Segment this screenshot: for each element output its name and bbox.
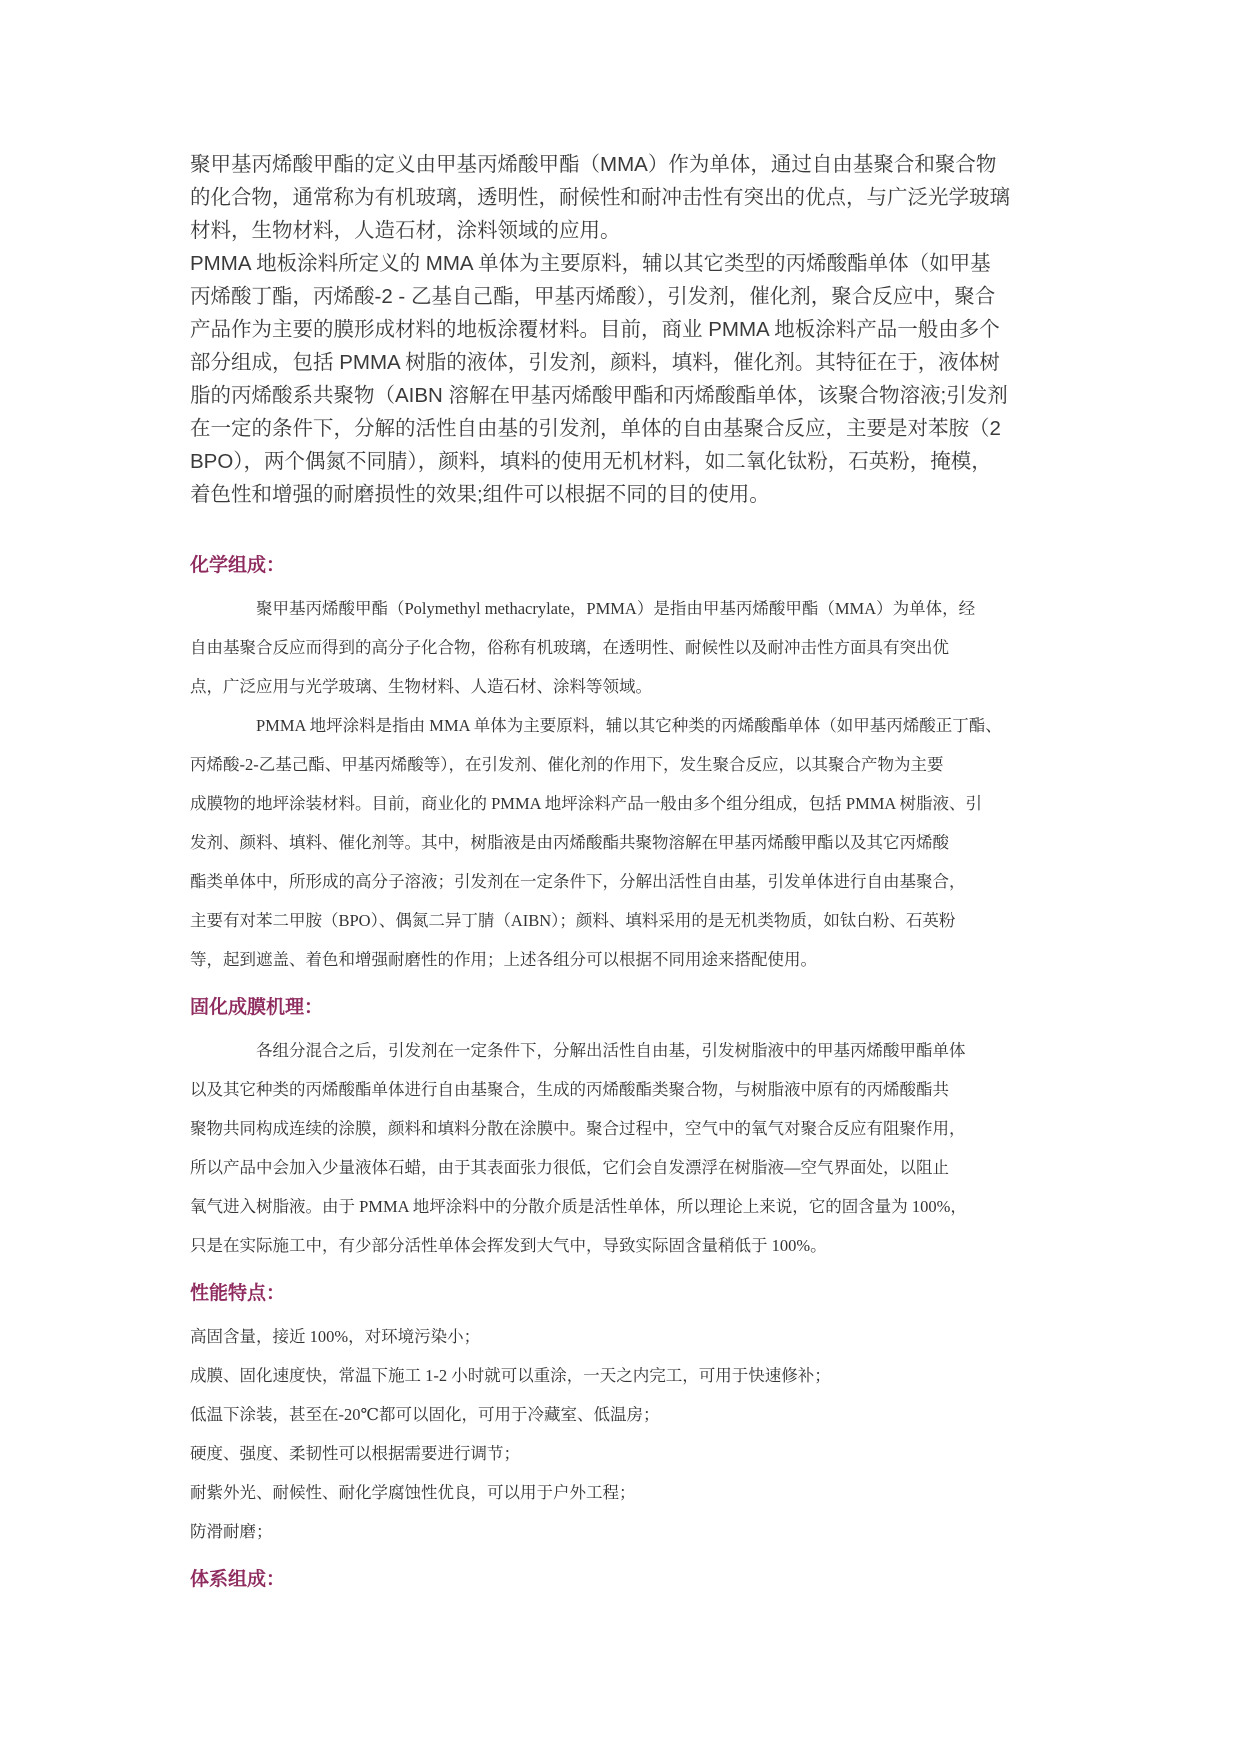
body-line: 聚甲基丙烯酸甲酯（Polymethyl methacrylate，PMMA）是指由甲基丙烯酸甲酯（MMA）为单体，经 (256, 599, 976, 618)
intro-line: 聚甲基丙烯酸甲酯的定义由甲基丙烯酸甲酯（MMA）作为单体，通过自由基聚合和聚合物 (190, 153, 997, 176)
body-line: 成膜物的地坪涂装材料。目前，商业化的 PMMA 地坪涂料产品一般由多个组分组成，包括 PMMA 树脂液、引 (190, 794, 983, 813)
body-line: 氧气进入树脂液。由于 PMMA 地坪涂料中的分散介质是活性单体，所以理论上来说，它的固含量为 100%， (190, 1197, 967, 1216)
intro-line: 产品作为主要的膜形成材料的地板涂覆材料。目前，商业 PMMA 地板涂料产品一般由多个 (190, 318, 1000, 341)
section-heading: 固化成膜机理： (190, 997, 324, 1018)
section-performance-features (190, 1279, 1058, 1551)
body-line: 等，起到遮盖、着色和增强耐磨性的作用；上述各组分可以根据不同用途来搭配使用。 (190, 950, 817, 969)
body-line: 聚物共同构成连续的涂膜，颜料和填料分散在涂膜中。聚合过程中，空气中的氧气对聚合反应有阻聚作用， (190, 1119, 966, 1138)
feature-item: 成膜、固化速度快，常温下施工 1-2 小时就可以重涂，一天之内完工，可用于快速修补； (190, 1366, 831, 1385)
intro-line: 脂的丙烯酸系共聚物（AIBN 溶解在甲基丙烯酸甲酯和丙烯酸酯单体，该聚合物溶液;引发剂 (190, 384, 1008, 407)
section-system-composition (190, 1565, 1058, 1595)
feature-item: 防滑耐磨； (190, 1522, 273, 1541)
section-curing-mechanism (190, 993, 1058, 1265)
intro-line: PMMA 地板涂料所定义的 MMA 单体为主要原料，辅以其它类型的丙烯酸酯单体（如甲基 (190, 252, 991, 275)
section-heading: 化学组成： (190, 555, 286, 576)
intro-line: BPO），两个偶氮不同腈），颜料，填料的使用无机材料，如二氧化钛粉，石英粉，掩模， (190, 450, 992, 473)
feature-item: 低温下涂装，甚至在-20℃都可以固化，可用于冷藏室、低温房； (190, 1405, 660, 1424)
intro-line: 着色性和增强的耐磨损性的效果;组件可以根据不同的目的使用。 (190, 483, 770, 506)
body-line: 主要有对苯二甲胺（BPO）、偶氮二异丁腈（AIBN）；颜料、填料采用的是无机类物质，如钛白粉、石英粉 (190, 911, 956, 930)
body-line: PMMA 地坪涂料是指由 MMA 单体为主要原料，辅以其它种类的丙烯酸酯单体（如甲基丙烯酸正丁酯、 (256, 716, 1002, 735)
body-line: 酯类单体中，所形成的高分子溶液；引发剂在一定条件下，分解出活性自由基，引发单体进行自由基聚合， (190, 872, 966, 891)
body-line: 以及其它种类的丙烯酸酯单体进行自由基聚合，生成的丙烯酸酯类聚合物，与树脂液中原有的丙烯酸酯共 (190, 1080, 949, 1099)
body-line: 只是在实际施工中，有少部分活性单体会挥发到大气中，导致实际固含量稍低于 100%。 (190, 1236, 827, 1255)
body-line: 丙烯酸-2-乙基己酯、甲基丙烯酸等），在引发剂、催化剂的作用下，发生聚合反应，以其聚合产物为主要 (190, 755, 944, 774)
intro-line: 在一定的条件下，分解的活性自由基的引发剂，单体的自由基聚合反应，主要是对苯胺（2 (190, 417, 1001, 440)
feature-item: 硬度、强度、柔韧性可以根据需要进行调节； (190, 1444, 520, 1463)
intro-line: 部分组成，包括 PMMA 树脂的液体，引发剂，颜料，填料，催化剂。其特征在于，液体树 (190, 351, 1000, 374)
intro-paragraph (190, 148, 1058, 511)
section-heading: 体系组成： (190, 1569, 286, 1590)
body-line: 点，广泛应用与光学玻璃、生物材料、人造石材、涂料等领域。 (190, 677, 652, 696)
document-page (190, 148, 1058, 1609)
feature-item: 高固含量，接近 100%，对环境污染小； (190, 1327, 481, 1346)
body-line: 自由基聚合反应而得到的高分子化合物，俗称有机玻璃，在透明性、耐候性以及耐冲击性方面具有突出优 (190, 638, 949, 657)
section-chemical-composition (190, 551, 1058, 979)
feature-item: 耐紫外光、耐候性、耐化学腐蚀性优良，可以用于户外工程； (190, 1483, 636, 1502)
section-heading: 性能特点： (190, 1283, 286, 1304)
body-line: 各组分混合之后，引发剂在一定条件下，分解出活性自由基，引发树脂液中的甲基丙烯酸甲酯单体 (256, 1041, 966, 1060)
intro-line: 的化合物，通常称为有机玻璃，透明性，耐候性和耐冲击性有突出的优点，与广泛光学玻璃 (190, 186, 1010, 209)
body-line: 发剂、颜料、填料、催化剂等。其中，树脂液是由丙烯酸酯共聚物溶解在甲基丙烯酸甲酯以及其它丙烯酸 (190, 833, 949, 852)
intro-line: 材料，生物材料，人造石材，涂料领域的应用。 (190, 219, 621, 242)
body-line: 所以产品中会加入少量液体石蜡，由于其表面张力很低，它们会自发漂浮在树脂液—空气界面处，以阻止 (190, 1158, 949, 1177)
intro-line: 丙烯酸丁酯，丙烯酸-2 - 乙基自己酯，甲基丙烯酸），引发剂，催化剂，聚合反应中，聚合 (190, 285, 996, 308)
